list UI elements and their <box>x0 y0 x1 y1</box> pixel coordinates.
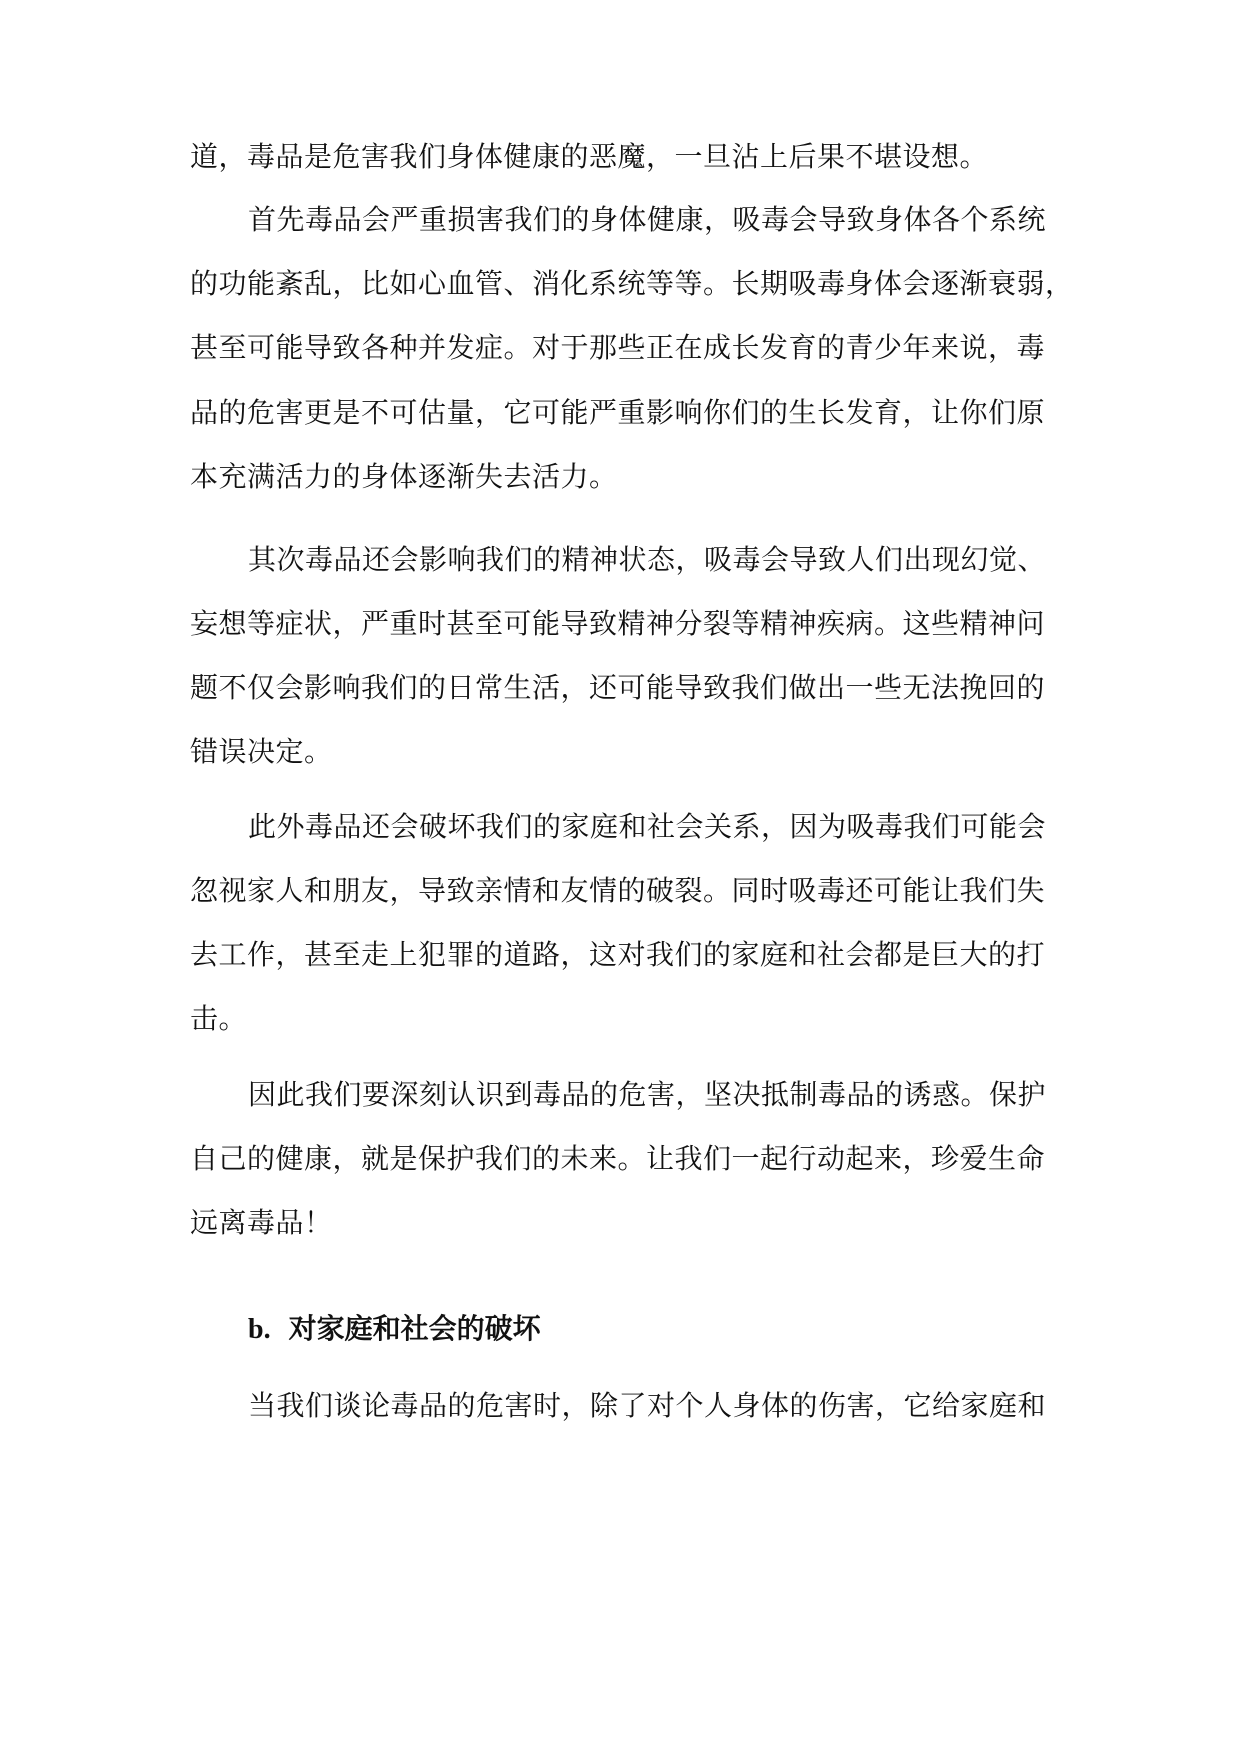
section-heading-title: 对家庭和社会的破坏 <box>288 1312 541 1345</box>
paragraph-line: 道，毒品是危害我们身体健康的恶魔，一旦沾上后果不堪设想。 <box>190 140 989 173</box>
paragraph-line: 本充满活力的身体逐渐失去活力。 <box>190 460 618 493</box>
paragraph-line: 远离毒品！ <box>190 1206 333 1239</box>
paragraph-line: 去工作，甚至走上犯罪的道路，这对我们的家庭和社会都是巨大的打 <box>190 938 1046 971</box>
paragraph-line: 错误决定。 <box>190 735 333 768</box>
paragraph-line: 甚至可能导致各种并发症。对于那些正在成长发育的青少年来说，毒 <box>190 331 1046 364</box>
paragraph-line: 其次毒品还会影响我们的精神状态，吸毒会导致人们出现幻觉、 <box>248 543 1047 576</box>
paragraph-line: 首先毒品会严重损害我们的身体健康，吸毒会导致身体各个系统 <box>248 203 1047 236</box>
paragraph-line: 题不仅会影响我们的日常生活，还可能导致我们做出一些无法挽回的 <box>190 671 1046 704</box>
paragraph-line: 此外毒品还会破坏我们的家庭和社会关系，因为吸毒我们可能会 <box>248 810 1047 843</box>
section-heading-marker: b. <box>248 1314 271 1345</box>
paragraph-line: 的功能紊乱，比如心血管、消化系统等等。长期吸毒身体会逐渐衰弱， <box>190 267 1074 300</box>
paragraph-line: 自己的健康，就是保护我们的未来。让我们一起行动起来，珍爱生命 <box>190 1142 1046 1175</box>
paragraph-line: 品的危害更是不可估量，它可能严重影响你们的生长发育，让你们原 <box>190 396 1046 429</box>
paragraph-line: 忽视家人和朋友，导致亲情和友情的破裂。同时吸毒还可能让我们失 <box>190 874 1046 907</box>
paragraph-line: 因此我们要深刻认识到毒品的危害，坚决抵制毒品的诱惑。保护 <box>248 1078 1047 1111</box>
paragraph-line: 击。 <box>190 1002 248 1035</box>
paragraph-line: 当我们谈论毒品的危害时，除了对个人身体的伤害，它给家庭和 <box>248 1389 1047 1422</box>
paragraph-line: 妄想等症状，严重时甚至可能导致精神分裂等精神疾病。这些精神问 <box>190 607 1046 640</box>
section-heading <box>248 1309 1088 1349</box>
